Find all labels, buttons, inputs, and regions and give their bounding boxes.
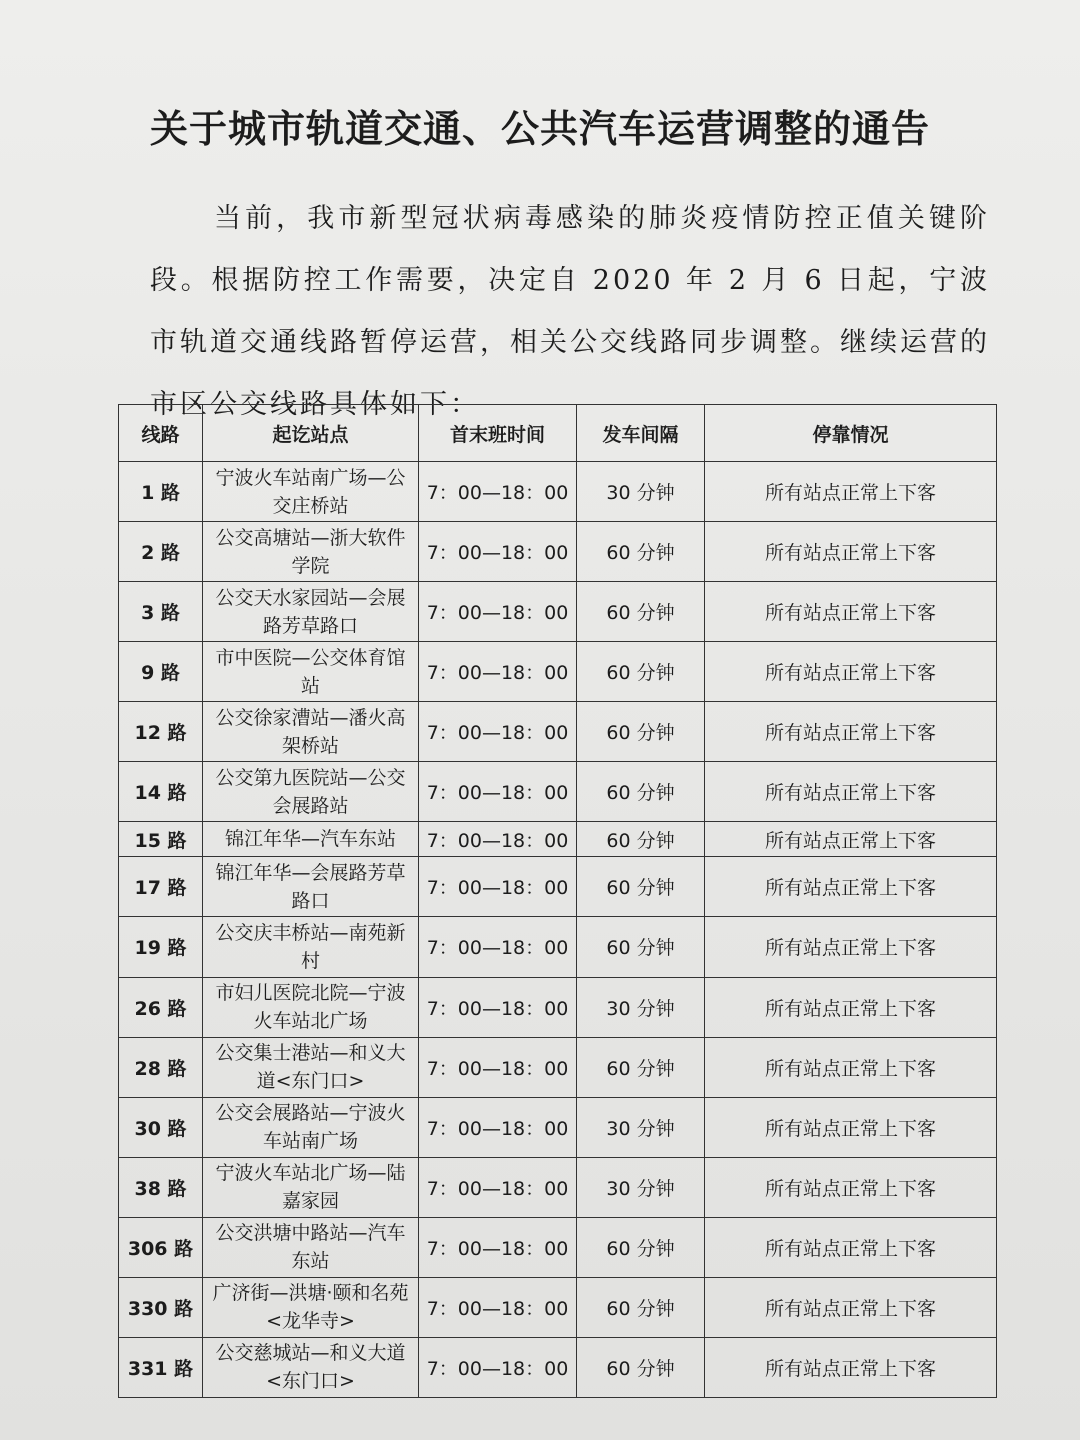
stops-cell: 公交会展路站—宁波火车站南广场 bbox=[203, 1097, 419, 1157]
interval-cell: 60 分钟 bbox=[577, 582, 705, 642]
table-row bbox=[119, 1277, 997, 1337]
table-row bbox=[119, 1157, 997, 1217]
hours-cell: 7：00—18：00 bbox=[419, 582, 577, 642]
bus-routes-table bbox=[118, 404, 997, 1398]
stop-status-cell: 所有站点正常上下客 bbox=[705, 917, 997, 977]
table-row bbox=[119, 462, 997, 522]
stop-status-cell: 所有站点正常上下客 bbox=[705, 702, 997, 762]
interval-cell: 30 分钟 bbox=[577, 1157, 705, 1217]
stop-status-cell: 所有站点正常上下客 bbox=[705, 822, 997, 857]
hours-cell: 7：00—18：00 bbox=[419, 1217, 577, 1277]
route-cell: 28 路 bbox=[119, 1037, 203, 1097]
interval-cell: 60 分钟 bbox=[577, 642, 705, 702]
interval-cell: 60 分钟 bbox=[577, 1337, 705, 1397]
interval-cell: 30 分钟 bbox=[577, 977, 705, 1037]
interval-cell: 60 分钟 bbox=[577, 1217, 705, 1277]
route-cell: 306 路 bbox=[119, 1217, 203, 1277]
table-header-row bbox=[119, 405, 997, 462]
hours-cell: 7：00—18：00 bbox=[419, 1337, 577, 1397]
hours-cell: 7：00—18：00 bbox=[419, 522, 577, 582]
interval-cell: 30 分钟 bbox=[577, 462, 705, 522]
table-row bbox=[119, 1337, 997, 1397]
stops-cell: 锦江年华—会展路芳草路口 bbox=[203, 857, 419, 917]
stops-cell: 公交天水家园站—会展路芳草路口 bbox=[203, 582, 419, 642]
header-stops: 起讫站点 bbox=[203, 405, 419, 462]
hours-cell: 7：00—18：00 bbox=[419, 1157, 577, 1217]
stop-status-cell: 所有站点正常上下客 bbox=[705, 1277, 997, 1337]
notice-title: 关于城市轨道交通、公共汽车运营调整的通告 bbox=[149, 107, 930, 151]
hours-cell: 7：00—18：00 bbox=[419, 917, 577, 977]
hours-cell: 7：00—18：00 bbox=[419, 1277, 577, 1337]
route-cell: 2 路 bbox=[119, 522, 203, 582]
stop-status-cell: 所有站点正常上下客 bbox=[705, 1097, 997, 1157]
interval-cell: 60 分钟 bbox=[577, 702, 705, 762]
interval-cell: 30 分钟 bbox=[577, 1097, 705, 1157]
header-route: 线路 bbox=[119, 405, 203, 462]
table-row bbox=[119, 1217, 997, 1277]
stops-cell: 公交高塘站—浙大软件学院 bbox=[203, 522, 419, 582]
stop-status-cell: 所有站点正常上下客 bbox=[705, 642, 997, 702]
route-cell: 38 路 bbox=[119, 1157, 203, 1217]
hours-cell: 7：00—18：00 bbox=[419, 462, 577, 522]
route-cell: 330 路 bbox=[119, 1277, 203, 1337]
route-cell: 30 路 bbox=[119, 1097, 203, 1157]
stops-cell: 公交庆丰桥站—南苑新村 bbox=[203, 917, 419, 977]
stop-status-cell: 所有站点正常上下客 bbox=[705, 1337, 997, 1397]
table-row bbox=[119, 1037, 997, 1097]
route-cell: 14 路 bbox=[119, 762, 203, 822]
hours-cell: 7：00—18：00 bbox=[419, 702, 577, 762]
stops-cell: 公交慈城站—和义大道<东门口> bbox=[203, 1337, 419, 1397]
interval-cell: 60 分钟 bbox=[577, 917, 705, 977]
route-cell: 26 路 bbox=[119, 977, 203, 1037]
stops-cell: 广济街—洪塘·颐和名苑<龙华寺> bbox=[203, 1277, 419, 1337]
stops-cell: 公交集士港站—和义大道<东门口> bbox=[203, 1037, 419, 1097]
notice-paragraph: 当前，我市新型冠状病毒感染的肺炎疫情防控正值关键阶段。根据防控工作需要，决定自 2020 年 2 月 6 日起，宁波市轨道交通线路暂停运营，相关公交线路同步调整。继续运营的市区公交线路具体如下： bbox=[150, 203, 990, 420]
table-row bbox=[119, 702, 997, 762]
stop-status-cell: 所有站点正常上下客 bbox=[705, 462, 997, 522]
route-cell: 3 路 bbox=[119, 582, 203, 642]
stop-status-cell: 所有站点正常上下客 bbox=[705, 977, 997, 1037]
interval-cell: 60 分钟 bbox=[577, 822, 705, 857]
table-row bbox=[119, 582, 997, 642]
route-cell: 1 路 bbox=[119, 462, 203, 522]
route-cell: 331 路 bbox=[119, 1337, 203, 1397]
route-cell: 9 路 bbox=[119, 642, 203, 702]
interval-cell: 60 分钟 bbox=[577, 857, 705, 917]
interval-cell: 60 分钟 bbox=[577, 1277, 705, 1337]
interval-cell: 60 分钟 bbox=[577, 522, 705, 582]
hours-cell: 7：00—18：00 bbox=[419, 642, 577, 702]
hours-cell: 7：00—18：00 bbox=[419, 1097, 577, 1157]
header-hours: 首末班时间 bbox=[419, 405, 577, 462]
hours-cell: 7：00—18：00 bbox=[419, 822, 577, 857]
stop-status-cell: 所有站点正常上下客 bbox=[705, 762, 997, 822]
table-body bbox=[119, 462, 997, 1398]
stop-status-cell: 所有站点正常上下客 bbox=[705, 1037, 997, 1097]
table-row bbox=[119, 822, 997, 857]
table-row bbox=[119, 762, 997, 822]
stops-cell: 公交第九医院站—公交会展路站 bbox=[203, 762, 419, 822]
stop-status-cell: 所有站点正常上下客 bbox=[705, 857, 997, 917]
stops-cell: 锦江年华—汽车东站 bbox=[203, 822, 419, 857]
header-stop-status: 停靠情况 bbox=[705, 405, 997, 462]
hours-cell: 7：00—18：00 bbox=[419, 977, 577, 1037]
stop-status-cell: 所有站点正常上下客 bbox=[705, 582, 997, 642]
stop-status-cell: 所有站点正常上下客 bbox=[705, 1157, 997, 1217]
route-cell: 12 路 bbox=[119, 702, 203, 762]
route-cell: 17 路 bbox=[119, 857, 203, 917]
hours-cell: 7：00—18：00 bbox=[419, 1037, 577, 1097]
hours-cell: 7：00—18：00 bbox=[419, 857, 577, 917]
table-row bbox=[119, 917, 997, 977]
table-row bbox=[119, 522, 997, 582]
stops-cell: 宁波火车站北广场—陆嘉家园 bbox=[203, 1157, 419, 1217]
stops-cell: 宁波火车站南广场—公交庄桥站 bbox=[203, 462, 419, 522]
stop-status-cell: 所有站点正常上下客 bbox=[705, 1217, 997, 1277]
table-row bbox=[119, 642, 997, 702]
table-row bbox=[119, 857, 997, 917]
stops-cell: 市中医院—公交体育馆站 bbox=[203, 642, 419, 702]
interval-cell: 60 分钟 bbox=[577, 1037, 705, 1097]
hours-cell: 7：00—18：00 bbox=[419, 762, 577, 822]
route-cell: 15 路 bbox=[119, 822, 203, 857]
header-interval: 发车间隔 bbox=[577, 405, 705, 462]
stops-cell: 公交徐家漕站—潘火高架桥站 bbox=[203, 702, 419, 762]
stops-cell: 市妇儿医院北院—宁波火车站北广场 bbox=[203, 977, 419, 1037]
route-cell: 19 路 bbox=[119, 917, 203, 977]
stops-cell: 公交洪塘中路站—汽车东站 bbox=[203, 1217, 419, 1277]
stop-status-cell: 所有站点正常上下客 bbox=[705, 522, 997, 582]
table-row bbox=[119, 977, 997, 1037]
interval-cell: 60 分钟 bbox=[577, 762, 705, 822]
table-row bbox=[119, 1097, 997, 1157]
